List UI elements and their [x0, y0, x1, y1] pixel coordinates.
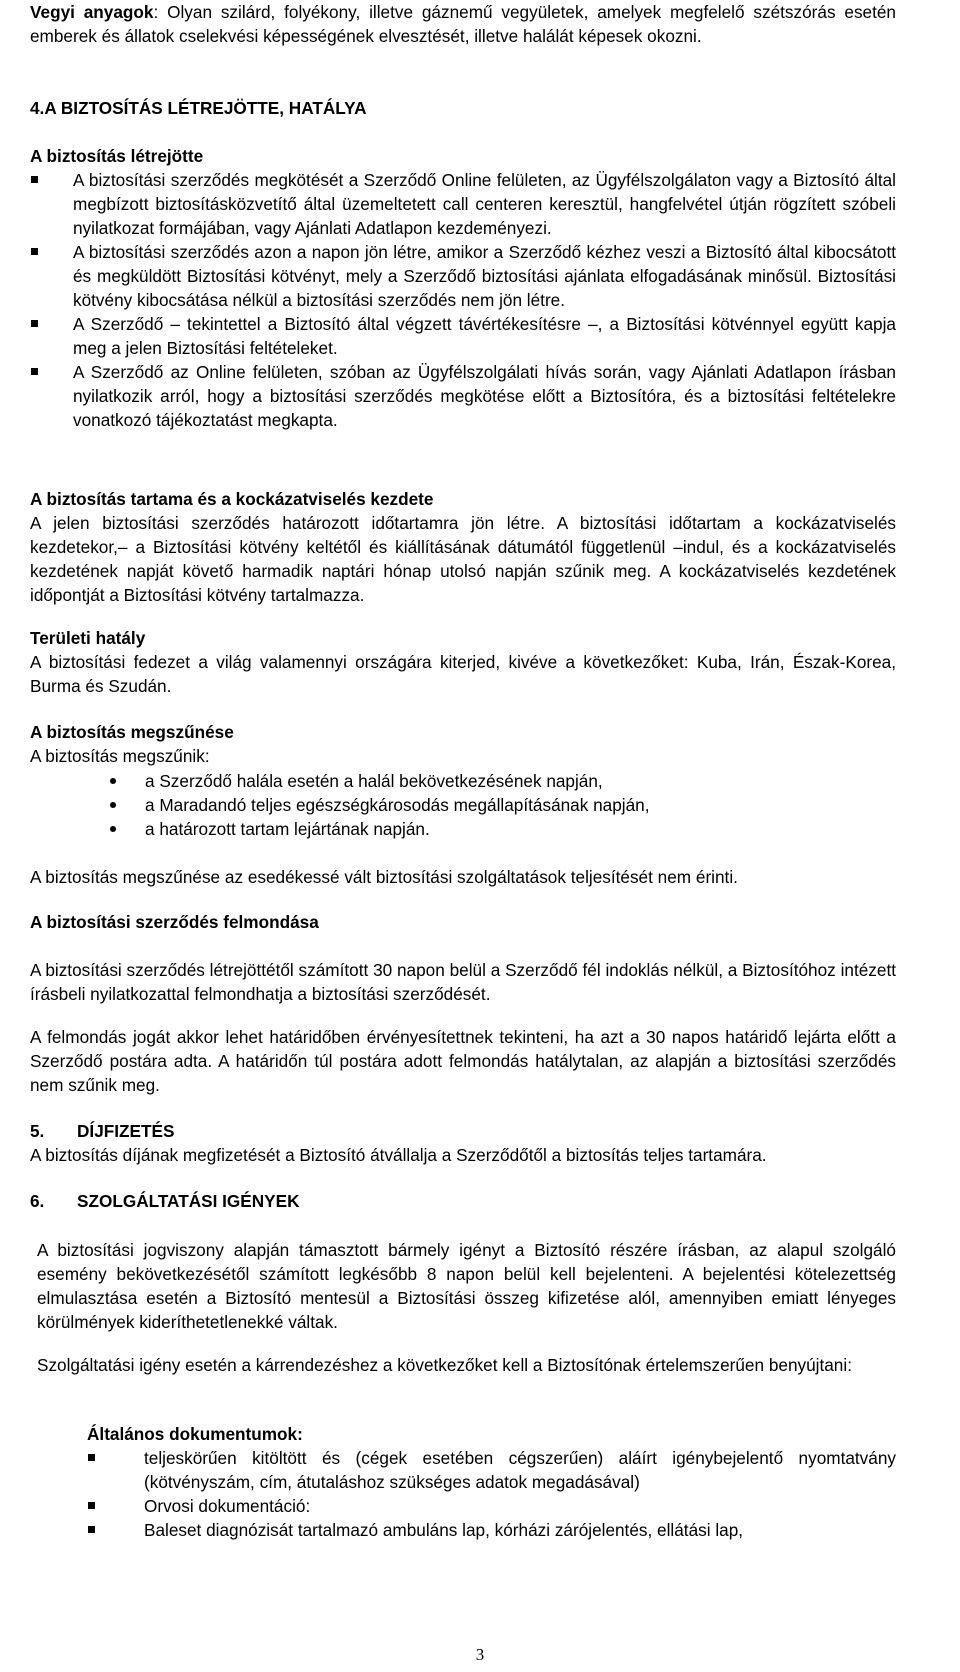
square-bullet-icon — [31, 248, 38, 255]
square-bullet-icon — [31, 368, 38, 375]
square-bullet-icon — [31, 320, 38, 327]
section-6-number: 6. — [30, 1191, 45, 1211]
cancellation-heading: A biztosítási szerződés felmondása — [30, 912, 319, 932]
cancellation-paragraph-1: A biztosítási szerződés létrejöttétől számított 30 napon belül a Szerződő fél indoklás nélkül, a Biztosítóhoz intézett írásbeli nyilatkozattal felmondhatja a biztosítási szerződését. — [30, 960, 896, 1004]
duration-paragraph: A jelen biztosítási szerződés határozott időtartamra jön létre. A biztosítási időtartam a kockázatviselés kezdetekor,– a Biztosítási kötvény keltétől és kiállításának dátumától függetlenül –indul, és a kockázatviselés kezdetének napját követő harmadik naptári hónap utolsó napján szűnik meg. A kockázatviselés kezdetének időpontját a Biztosítási kötvény tartalmazza. — [30, 513, 896, 605]
round-bullet-icon — [110, 778, 116, 784]
territory-heading: Területi hatály — [30, 628, 146, 648]
list-item: Baleset diagnózisát tartalmazó ambuláns lap, kórházi zárójelentés, ellátási lap, — [87, 1518, 896, 1542]
square-bullet-icon — [31, 176, 38, 183]
list-item: Orvosi dokumentáció: — [87, 1494, 896, 1518]
termination-list — [30, 769, 896, 841]
list-item: A biztosítási szerződés azon a napon jön létre, amikor a Szerződő kézhez veszi a Biztosító által kibocsátott és megküldött Biztosítási kötvényt, mely a Szerződő biztosítási ajánlata elfogadásának minősül. Biztosítási kötvény kibocsátása nélkül a biztosítási szerződés nem jön létre. — [30, 240, 896, 312]
round-bullet-icon — [110, 802, 116, 808]
list-item: a Maradandó teljes egészségkárosodás megállapításának napján, — [30, 793, 896, 817]
termination-heading: A biztosítás megszűnése — [30, 722, 234, 742]
cancellation-paragraph-2: A felmondás jogát akkor lehet határidőben érvényesítettnek tekinteni, ha azt a 30 napos határidő lejárta előtt a Szerződő postára adta. A határidőn túl postára adott felmondás hatálytalan, az alapján a biztosítási szerződés nem szűnik meg. — [30, 1027, 896, 1095]
list-item: a Szerződő halála esetén a halál bekövetkezésének napján, — [30, 769, 896, 793]
square-bullet-icon — [88, 1526, 95, 1533]
page-number: 3 — [475, 1645, 485, 1664]
list-item: A Szerződő az Online felületen, szóban az Ügyfélszolgálati hívás során, vagy Ajánlati Adatlapon írásban nyilatkozik arról, hogy a biztosítási szerződés megkötése előtt a Biztosítóra, és a biztosítási feltételekre vonatkozó tájékoztatást megkapta. — [30, 360, 896, 432]
section-5-number: 5. — [30, 1121, 45, 1141]
territory-paragraph: A biztosítási fedezet a világ valamennyi országára kiterjed, kivéve a következőket: Kuba, Irán, Észak-Korea, Burma és Szudán. — [30, 652, 896, 696]
section-5-title: DÍJFIZETÉS — [77, 1121, 175, 1141]
duration-heading: A biztosítás tartama és a kockázatviselés kezdete — [30, 489, 434, 509]
list-item: A Szerződő – tekintettel a Biztosító által végzett távértékesítésre –, a Biztosítási kötvénnyel együtt kapja meg a jelen Biztosítási feltételeket. — [30, 312, 896, 360]
section-6-heading — [30, 1189, 299, 1213]
general-docs-list — [87, 1446, 896, 1542]
list-item: A biztosítási szerződés megkötését a Szerződő Online felületen, az Ügyfélszolgálaton vagy a Biztosító által megbízott biztosításközvetítő által üzemeltetett call centeren keresztül, hangfelvétel útján rögzített szóbeli nyilatkozat formájában, vagy Ajánlati Adatlapon kezdeményezi. — [30, 168, 896, 240]
intro-text: : Olyan szilárd, folyékony, illetve gáznemű vegyületek, amelyek megfelelő szétszórás esetén emberek és állatok cselekvési képességének elvesztését, illetve halálát képesek okozni. — [30, 2, 896, 46]
formation-list — [30, 168, 896, 432]
list-item: a határozott tartam lejártának napján. — [30, 817, 896, 841]
termination-note: A biztosítás megszűnése az esedékessé vált biztosítási szolgáltatások teljesítését nem érinti. — [30, 867, 738, 887]
round-bullet-icon — [110, 826, 116, 832]
section-5-paragraph: A biztosítás díjának megfizetését a Biztosító átvállalja a Szerződőtől a biztosítás teljes tartamára. — [30, 1145, 767, 1165]
intro-term: Vegyi anyagok — [30, 2, 154, 22]
section-4-title: A BIZTOSÍTÁS LÉTREJÖTTE, HATÁLYA — [44, 98, 367, 118]
section-5-heading — [30, 1119, 174, 1143]
formation-heading: A biztosítás létrejötte — [30, 146, 204, 166]
section-6-paragraph-2: Szolgáltatási igény esetén a kárrendezéshez a következőket kell a Biztosítónak értelemszerűen benyújtani: — [37, 1355, 852, 1375]
square-bullet-icon — [88, 1454, 95, 1461]
intro-paragraph — [30, 0, 896, 48]
section-6-title: SZOLGÁLTATÁSI IGÉNYEK — [77, 1191, 300, 1211]
general-docs-heading: Általános dokumentumok: — [87, 1424, 303, 1444]
termination-lead: A biztosítás megszűnik: — [30, 746, 210, 766]
section-4-number: 4. — [30, 98, 45, 118]
section-4-heading — [30, 96, 366, 120]
square-bullet-icon — [88, 1502, 95, 1509]
section-6-paragraph-1: A biztosítási jogviszony alapján támasztott bármely igényt a Biztosító részére írásban, az alapul szolgáló esemény bekövetkezésétől számított legkésőbb 8 napon belül kell bejelenteni. A bejelentési kötelezettség elmulasztása esetén a Biztosító mentesül a Biztosítási összeg kifizetése alól, amennyiben emiatt lényeges körülmények kideríthetetlenekké váltak. — [37, 1240, 896, 1332]
list-item: teljeskörűen kitöltött és (cégek esetében cégszerűen) aláírt igénybejelentő nyomtatvány (kötvényszám, cím, átutaláshoz szükséges adatok megadásával) — [87, 1446, 896, 1494]
